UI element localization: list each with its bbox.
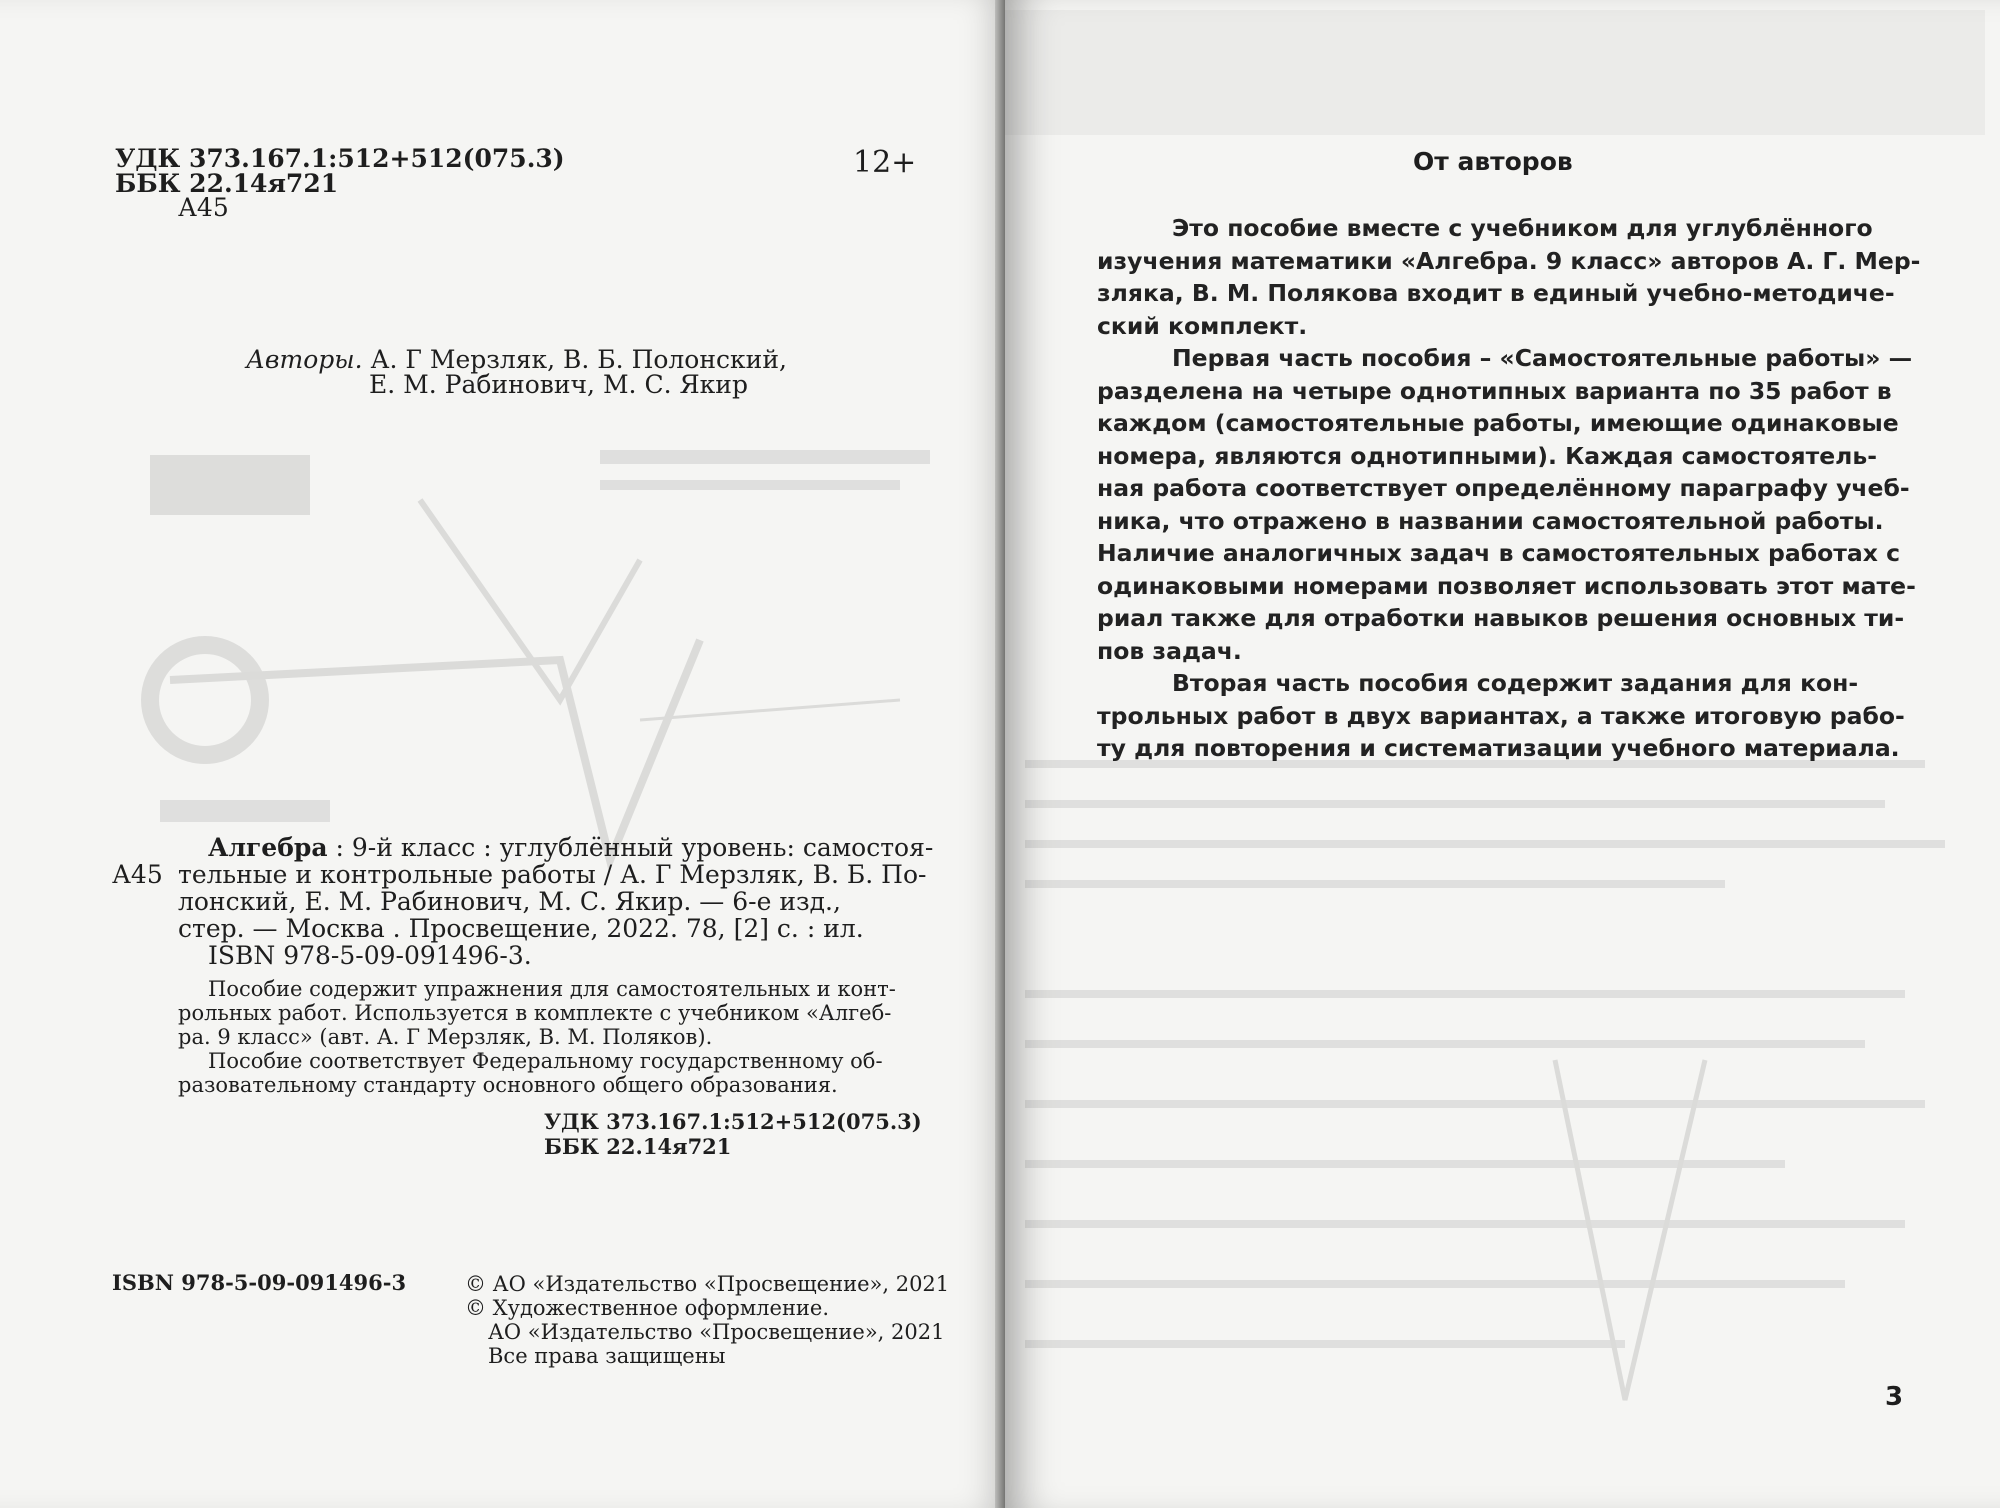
catalog-code: А45 (112, 860, 163, 889)
section-heading: От авторов (1413, 147, 1573, 176)
p2-line-4: номера, являются однотипными). Каждая самостоятель- (1097, 441, 1877, 470)
authors-names-1: А. Г Мерзляк, В. Б. Полонский, (370, 345, 787, 374)
copyright-line-4: Все права защищены (488, 1344, 726, 1368)
p2-line-5: ная работа соответствует определённому параграфу учеб- (1097, 474, 1910, 502)
p1-line-2: изучения математики «Алгебра. 9 класс» авторов А. Г. Мер- (1097, 246, 1921, 275)
authors-line-1 (246, 346, 787, 373)
catalog-isbn-line: ISBN 978-5-09-091496-3. (208, 941, 532, 970)
p2-line-7: Наличие аналогичных задач в самостоятельных работах с (1097, 539, 1901, 567)
p2-line-10: пов задач. (1097, 636, 1242, 665)
age-rating: 12+ (853, 145, 917, 180)
annotation-line-5: разовательному стандарту основного общего образования. (178, 1073, 838, 1097)
annotation-line-4: Пособие соответствует Федеральному государственному об- (208, 1049, 883, 1073)
annotation-line-1: Пособие содержит упражнения для самостоятельных и конт- (208, 977, 896, 1001)
isbn: ISBN 978-5-09-091496-3 (112, 1270, 407, 1295)
udk-header: УДК 373.167.1:512+512(075.3) (115, 144, 565, 173)
p3-line-3: ту для повторения и систематизации учебного материала. (1097, 734, 1900, 762)
catalog-line-3: лонский, Е. М. Рабинович, М. С. Якир. — 6-е изд., (178, 887, 841, 916)
p2-line-9: риал также для отработки навыков решения основных ти- (1097, 604, 1905, 632)
authors-line-2: Е. М. Рабинович, М. С. Якир (369, 370, 748, 399)
copyright-line-2: © Художественное оформление. (465, 1296, 830, 1320)
foreword-body (1097, 212, 1920, 765)
p1-line-1: Это пособие вместе с учебником для углублённого (1172, 214, 1873, 242)
catalog-line-1-rest: : 9-й класс : углублённый уровень: самостоя- (327, 833, 934, 862)
catalog-line-2: тельные и контрольные работы / А. Г Мерзляк, В. Б. По- (178, 860, 927, 889)
page-number: 3 (1885, 1382, 1904, 1412)
p2-line-6: ника, что отражено в названии самостоятельной работы. (1097, 506, 1884, 535)
copyright-line-1: © АО «Издательство «Просвещение», 2021 (465, 1272, 950, 1296)
udk-footer: УДК 373.167.1:512+512(075.3) (544, 1109, 922, 1134)
p3-line-2: трольных работ в двух вариантах, а также итоговую рабо- (1097, 701, 1905, 730)
p2-line-2: разделена на четыре однотипных варианта по 35 работ в (1097, 376, 1892, 405)
p2-line-8: одинаковыми номерами позволяет использовать этот мате- (1097, 571, 1916, 600)
annotation-line-2: рольных работ. Используется в комплекте с учебником «Алгеб- (178, 1001, 892, 1025)
copyright-line-3: АО «Издательство «Просвещение», 2021 (488, 1320, 945, 1344)
catalog-line-4: стер. — Москва . Просвещение, 2022. 78, [2] с. : ил. (178, 914, 864, 943)
catalog-line-1 (208, 834, 933, 861)
bbk-footer: ББК 22.14я721 (544, 1134, 732, 1159)
p1-line-3: зляка, В. М. Полякова входит в единый учебно-методиче- (1097, 279, 1895, 307)
right-page (1005, 0, 2000, 1508)
authors-label: Авторы. (246, 345, 363, 374)
p1-line-4: ский комплект. (1097, 311, 1308, 340)
catalog-book-title: Алгебра (208, 833, 328, 862)
annotation-line-3: ра. 9 класс» (авт. А. Г Мерзляк, В. М. Поляков). (178, 1025, 713, 1049)
code-header: А45 (178, 193, 229, 222)
p3-line-1: Вторая часть пособия содержит задания для кон- (1172, 669, 1859, 697)
p2-line-3: каждом (самостоятельные работы, имеющие одинаковые (1097, 409, 1899, 437)
bbk-header: ББК 22.14я721 (115, 169, 339, 198)
p2-line-1: Первая часть пособия – «Самостоятельные работы» — (1172, 344, 1913, 372)
